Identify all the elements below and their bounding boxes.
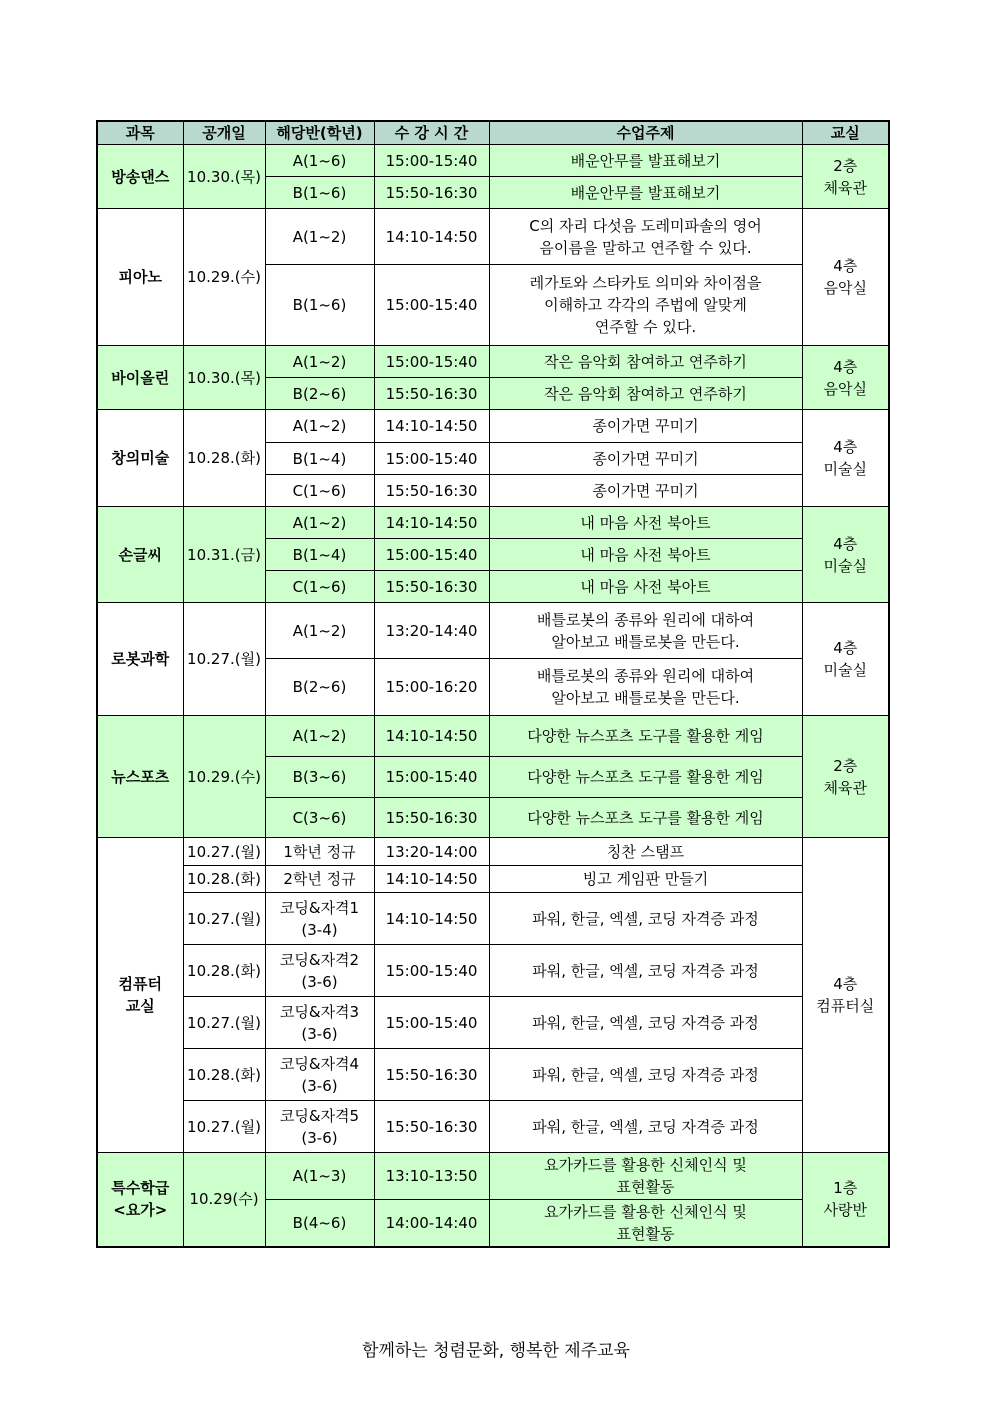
time-cell: 13:20-14:00 bbox=[374, 838, 489, 866]
class-cell-line: 코딩&자격4 bbox=[279, 1054, 360, 1073]
room-cell bbox=[802, 346, 889, 410]
subject-label: 피아노 bbox=[118, 268, 162, 286]
class-cell-line: 코딩&자격2 bbox=[279, 950, 360, 969]
topic-cell bbox=[489, 659, 802, 716]
class-cell-line: 1학년 정규 bbox=[283, 842, 356, 861]
class-cell-line: 코딩&자격1 bbox=[279, 898, 360, 917]
room-cell-line: 4층 bbox=[833, 438, 858, 456]
topic-cell bbox=[489, 893, 802, 945]
time-cell: 15:50-16:30 bbox=[374, 475, 489, 507]
topic-cell-line: 내 마음 사전 북아트 bbox=[580, 577, 711, 596]
date-cell: 10.28.(화) bbox=[183, 410, 265, 507]
room-cell-line: 4층 bbox=[833, 639, 858, 657]
class-cell-line: (3-6) bbox=[301, 972, 338, 991]
room-cell-line: 2층 bbox=[833, 756, 858, 775]
class-cell-line: C(1~6) bbox=[292, 481, 347, 500]
class-cell-line: B(1~6) bbox=[292, 183, 347, 202]
table-row bbox=[97, 997, 889, 1049]
class-cell bbox=[265, 539, 374, 571]
topic-cell-line: 배틀로봇의 종류와 원리에 대하여 bbox=[536, 667, 755, 685]
class-cell bbox=[265, 893, 374, 945]
topic-cell bbox=[489, 1101, 802, 1153]
subject-label: 손글씨 bbox=[118, 545, 162, 564]
room-cell bbox=[802, 145, 889, 209]
class-cell-line: A(1~2) bbox=[292, 621, 347, 640]
class-cell-line: 2학년 정규 bbox=[283, 870, 356, 888]
table-row bbox=[97, 1049, 889, 1101]
topic-cell-line: 알아보고 배틀로봇을 만든다. bbox=[551, 689, 740, 707]
topic-cell bbox=[489, 571, 802, 603]
topic-cell bbox=[489, 145, 802, 177]
topic-cell bbox=[489, 603, 802, 659]
class-cell-line: (3-6) bbox=[301, 1024, 338, 1043]
topic-cell-line: 파워, 한글, 엑셀, 코딩 자격증 과정 bbox=[532, 909, 759, 928]
class-cell bbox=[265, 410, 374, 443]
schedule-table bbox=[96, 120, 890, 1248]
topic-cell-line: 다양한 뉴스포츠 도구를 활용한 게임 bbox=[527, 768, 764, 786]
table-row bbox=[97, 1153, 889, 1200]
time-cell: 15:00-15:40 bbox=[374, 145, 489, 177]
time-cell: 14:10-14:50 bbox=[374, 866, 489, 893]
class-cell-line: B(1~4) bbox=[292, 449, 347, 468]
time-cell: 15:00-15:40 bbox=[374, 265, 489, 346]
time-cell: 15:50-16:30 bbox=[374, 798, 489, 838]
time-cell: 15:50-16:30 bbox=[374, 1049, 489, 1101]
room-cell bbox=[802, 507, 889, 603]
class-cell bbox=[265, 603, 374, 659]
topic-cell bbox=[489, 177, 802, 209]
subject-label: 뉴스포츠 bbox=[111, 767, 170, 786]
class-cell-line: B(1~4) bbox=[292, 545, 347, 564]
topic-cell bbox=[489, 209, 802, 265]
room-cell-line: 음악실 bbox=[823, 279, 867, 297]
topic-cell-line: 레가토와 스타카토 의미와 차이점을 bbox=[529, 274, 762, 292]
time-cell: 15:00-15:40 bbox=[374, 945, 489, 997]
class-cell-line: A(1~2) bbox=[292, 727, 347, 745]
subject-cell bbox=[97, 410, 183, 507]
topic-cell-line: 배틀로봇의 종류와 원리에 대하여 bbox=[536, 610, 755, 629]
time-cell: 15:50-16:30 bbox=[374, 571, 489, 603]
room-cell-line: 사랑반 bbox=[823, 1201, 867, 1220]
header-subject: 과목 bbox=[97, 121, 183, 145]
time-cell: 15:00-16:20 bbox=[374, 659, 489, 716]
topic-cell-line: 내 마음 사전 북아트 bbox=[580, 545, 711, 564]
table-row bbox=[97, 1101, 889, 1153]
class-cell-line: B(3~6) bbox=[292, 768, 347, 786]
topic-cell-line: 파워, 한글, 엑셀, 코딩 자격증 과정 bbox=[532, 961, 759, 980]
date-cell: 10.28.(화) bbox=[183, 866, 265, 893]
class-cell bbox=[265, 177, 374, 209]
class-cell-line: B(2~6) bbox=[292, 678, 347, 696]
topic-cell bbox=[489, 265, 802, 346]
class-cell-line: B(4~6) bbox=[292, 1213, 347, 1232]
topic-cell bbox=[489, 757, 802, 798]
topic-cell-line: 빙고 게임판 만들기 bbox=[582, 870, 709, 888]
topic-cell-line: 표현활동 bbox=[616, 1178, 675, 1196]
time-cell: 14:10-14:50 bbox=[374, 410, 489, 443]
class-cell bbox=[265, 945, 374, 997]
date-cell: 10.27.(월) bbox=[183, 893, 265, 945]
time-cell: 13:10-13:50 bbox=[374, 1153, 489, 1200]
header-date: 공개일 bbox=[183, 121, 265, 145]
class-cell bbox=[265, 571, 374, 603]
header-topic: 수업주제 bbox=[489, 121, 802, 145]
schedule-body bbox=[97, 145, 889, 1247]
time-cell: 15:50-16:30 bbox=[374, 378, 489, 410]
topic-cell-line: 다양한 뉴스포츠 도구를 활용한 게임 bbox=[527, 727, 764, 745]
table-row bbox=[97, 603, 889, 659]
date-cell: 10.27.(월) bbox=[183, 997, 265, 1049]
date-cell: 10.27.(월) bbox=[183, 1101, 265, 1153]
room-cell-line: 1층 bbox=[833, 1179, 858, 1198]
topic-cell bbox=[489, 346, 802, 378]
room-cell bbox=[802, 603, 889, 716]
topic-cell-line: 작은 음악회 참여하고 연주하기 bbox=[544, 384, 747, 403]
class-cell bbox=[265, 1200, 374, 1247]
room-cell-line: 체육관 bbox=[823, 778, 867, 797]
class-cell-line: 코딩&자격3 bbox=[279, 1002, 360, 1021]
table-row bbox=[97, 838, 889, 866]
topic-cell-line: 배운안무를 발표해보기 bbox=[570, 183, 721, 202]
header-row bbox=[97, 121, 889, 145]
table-row bbox=[97, 410, 889, 443]
class-cell bbox=[265, 507, 374, 539]
time-cell: 14:10-14:50 bbox=[374, 209, 489, 265]
class-cell bbox=[265, 659, 374, 716]
date-cell: 10.29(수) bbox=[183, 1153, 265, 1247]
topic-cell-line: 알아보고 배틀로봇을 만든다. bbox=[551, 632, 740, 651]
table-row bbox=[97, 346, 889, 378]
class-cell bbox=[265, 346, 374, 378]
time-cell: 14:00-14:40 bbox=[374, 1200, 489, 1247]
subject-cell bbox=[97, 507, 183, 603]
date-cell: 10.28.(화) bbox=[183, 1049, 265, 1101]
time-cell: 14:10-14:50 bbox=[374, 507, 489, 539]
room-cell-line: 4층 bbox=[833, 357, 858, 376]
topic-cell-line: 종이가면 꾸미기 bbox=[592, 481, 699, 500]
room-cell bbox=[802, 209, 889, 346]
header-time: 수 강 시 간 bbox=[374, 121, 489, 145]
table-row bbox=[97, 716, 889, 757]
class-cell bbox=[265, 838, 374, 866]
topic-cell-line: 다양한 뉴스포츠 도구를 활용한 게임 bbox=[527, 808, 764, 827]
topic-cell bbox=[489, 410, 802, 443]
room-cell bbox=[802, 410, 889, 507]
table-row bbox=[97, 145, 889, 177]
time-cell: 14:10-14:50 bbox=[374, 893, 489, 945]
room-cell bbox=[802, 838, 889, 1153]
subject-cell bbox=[97, 1153, 183, 1247]
time-cell: 13:20-14:40 bbox=[374, 603, 489, 659]
room-cell-line: 미술실 bbox=[823, 661, 867, 679]
class-cell-line: 코딩&자격5 bbox=[279, 1106, 360, 1125]
class-cell bbox=[265, 997, 374, 1049]
class-cell-line: C(1~6) bbox=[292, 577, 347, 596]
table-row bbox=[97, 893, 889, 945]
class-cell-line: A(1~6) bbox=[292, 151, 347, 170]
date-cell: 10.28.(화) bbox=[183, 945, 265, 997]
subject-cell bbox=[97, 209, 183, 346]
table-row bbox=[97, 866, 889, 893]
class-cell bbox=[265, 1153, 374, 1200]
table-row bbox=[97, 507, 889, 539]
room-cell-line: 미술실 bbox=[823, 556, 867, 575]
header-class: 해당반(학년) bbox=[265, 121, 374, 145]
topic-cell bbox=[489, 539, 802, 571]
date-cell: 10.29.(수) bbox=[183, 209, 265, 346]
date-cell: 10.27.(월) bbox=[183, 838, 265, 866]
subject-cell bbox=[97, 346, 183, 410]
class-cell-line: A(1~2) bbox=[292, 417, 347, 435]
class-cell bbox=[265, 716, 374, 757]
topic-cell bbox=[489, 507, 802, 539]
topic-cell bbox=[489, 1049, 802, 1101]
subject-label: 로봇과학 bbox=[111, 650, 170, 668]
topic-cell-line: 칭찬 스탬프 bbox=[606, 842, 685, 861]
topic-cell bbox=[489, 716, 802, 757]
topic-cell-line: 배운안무를 발표해보기 bbox=[570, 151, 721, 170]
class-cell bbox=[265, 866, 374, 893]
room-cell-line: 체육관 bbox=[823, 178, 867, 197]
topic-cell bbox=[489, 866, 802, 893]
topic-cell-line: 요가카드를 활용한 신체인식 및 bbox=[544, 1202, 747, 1221]
topic-cell-line: 작은 음악회 참여하고 연주하기 bbox=[544, 352, 747, 371]
time-cell: 15:50-16:30 bbox=[374, 1101, 489, 1153]
room-cell-line: 4층 bbox=[833, 257, 858, 275]
footer-slogan: 함께하는 청렴문화, 행복한 제주교육 bbox=[362, 1341, 630, 1361]
topic-cell-line: 이해하고 각각의 주법에 알맞게 bbox=[544, 296, 747, 314]
class-cell bbox=[265, 443, 374, 475]
topic-cell-line: 연주할 수 있다. bbox=[594, 318, 697, 336]
subject-cell bbox=[97, 145, 183, 209]
subject-cell bbox=[97, 603, 183, 716]
topic-cell bbox=[489, 1200, 802, 1247]
time-cell: 15:00-15:40 bbox=[374, 346, 489, 378]
topic-cell-line: 표현활동 bbox=[616, 1224, 675, 1243]
subject-label: 특수학급 <요가> bbox=[111, 1179, 170, 1220]
class-cell bbox=[265, 1049, 374, 1101]
class-cell-line: (3-6) bbox=[301, 1128, 338, 1147]
subject-cell bbox=[97, 838, 183, 1153]
topic-cell-line: 파워, 한글, 엑셀, 코딩 자격증 과정 bbox=[532, 1065, 759, 1084]
subject-label: 바이올린 bbox=[111, 368, 170, 387]
time-cell: 15:00-15:40 bbox=[374, 539, 489, 571]
class-cell bbox=[265, 475, 374, 507]
date-cell: 10.31.(금) bbox=[183, 507, 265, 603]
room-cell bbox=[802, 1153, 889, 1247]
date-cell: 10.30.(목) bbox=[183, 145, 265, 209]
topic-cell bbox=[489, 1153, 802, 1200]
topic-cell-line: 파워, 한글, 엑셀, 코딩 자격증 과정 bbox=[532, 1013, 759, 1032]
class-cell-line: A(1~3) bbox=[292, 1167, 347, 1185]
class-cell bbox=[265, 798, 374, 838]
room-cell bbox=[802, 716, 889, 838]
topic-cell bbox=[489, 945, 802, 997]
class-cell bbox=[265, 145, 374, 177]
room-cell-line: 음악실 bbox=[823, 379, 867, 398]
class-cell bbox=[265, 265, 374, 346]
class-cell-line: A(1~2) bbox=[292, 227, 347, 246]
topic-cell-line: 종이가면 꾸미기 bbox=[592, 449, 699, 468]
header-room: 교실 bbox=[802, 121, 889, 145]
time-cell: 15:00-15:40 bbox=[374, 997, 489, 1049]
topic-cell bbox=[489, 443, 802, 475]
class-cell-line: (3-6) bbox=[301, 1076, 338, 1095]
room-cell-line: 컴퓨터실 bbox=[816, 997, 875, 1015]
topic-cell bbox=[489, 475, 802, 507]
room-cell-line: 4층 bbox=[833, 534, 858, 553]
class-cell bbox=[265, 757, 374, 798]
topic-cell-line: 요가카드를 활용한 신체인식 및 bbox=[544, 1156, 747, 1174]
date-cell: 10.29.(수) bbox=[183, 716, 265, 838]
topic-cell-line: 음이름을 말하고 연주할 수 있다. bbox=[539, 238, 752, 257]
class-cell-line: A(1~2) bbox=[292, 513, 347, 532]
date-cell: 10.30.(목) bbox=[183, 346, 265, 410]
topic-cell-line: 파워, 한글, 엑셀, 코딩 자격증 과정 bbox=[532, 1117, 759, 1136]
subject-cell bbox=[97, 716, 183, 838]
date-cell: 10.27.(월) bbox=[183, 603, 265, 716]
topic-cell-line: 내 마음 사전 북아트 bbox=[580, 513, 711, 532]
class-cell bbox=[265, 209, 374, 265]
class-cell bbox=[265, 1101, 374, 1153]
class-cell bbox=[265, 378, 374, 410]
time-cell: 15:00-15:40 bbox=[374, 443, 489, 475]
class-cell-line: A(1~2) bbox=[292, 352, 347, 371]
topic-cell bbox=[489, 798, 802, 838]
class-cell-line: B(1~6) bbox=[292, 296, 347, 314]
class-cell-line: B(2~6) bbox=[292, 384, 347, 403]
topic-cell-line: C의 자리 다섯음 도레미파솔의 영어 bbox=[529, 216, 762, 235]
topic-cell bbox=[489, 838, 802, 866]
table-row bbox=[97, 945, 889, 997]
time-cell: 14:10-14:50 bbox=[374, 716, 489, 757]
table-row bbox=[97, 209, 889, 265]
time-cell: 15:50-16:30 bbox=[374, 177, 489, 209]
room-cell-line: 2층 bbox=[833, 156, 858, 175]
topic-cell bbox=[489, 997, 802, 1049]
subject-label: 창의미술 bbox=[111, 449, 170, 467]
room-cell-line: 4층 bbox=[833, 975, 858, 993]
subject-label: 방송댄스 bbox=[111, 167, 170, 186]
topic-cell bbox=[489, 378, 802, 410]
time-cell: 15:00-15:40 bbox=[374, 757, 489, 798]
subject-label: 컴퓨터 교실 bbox=[118, 975, 162, 1015]
class-cell-line: (3-4) bbox=[301, 920, 338, 939]
class-cell-line: C(3~6) bbox=[292, 808, 347, 827]
topic-cell-line: 종이가면 꾸미기 bbox=[592, 417, 699, 435]
room-cell-line: 미술실 bbox=[823, 460, 867, 478]
